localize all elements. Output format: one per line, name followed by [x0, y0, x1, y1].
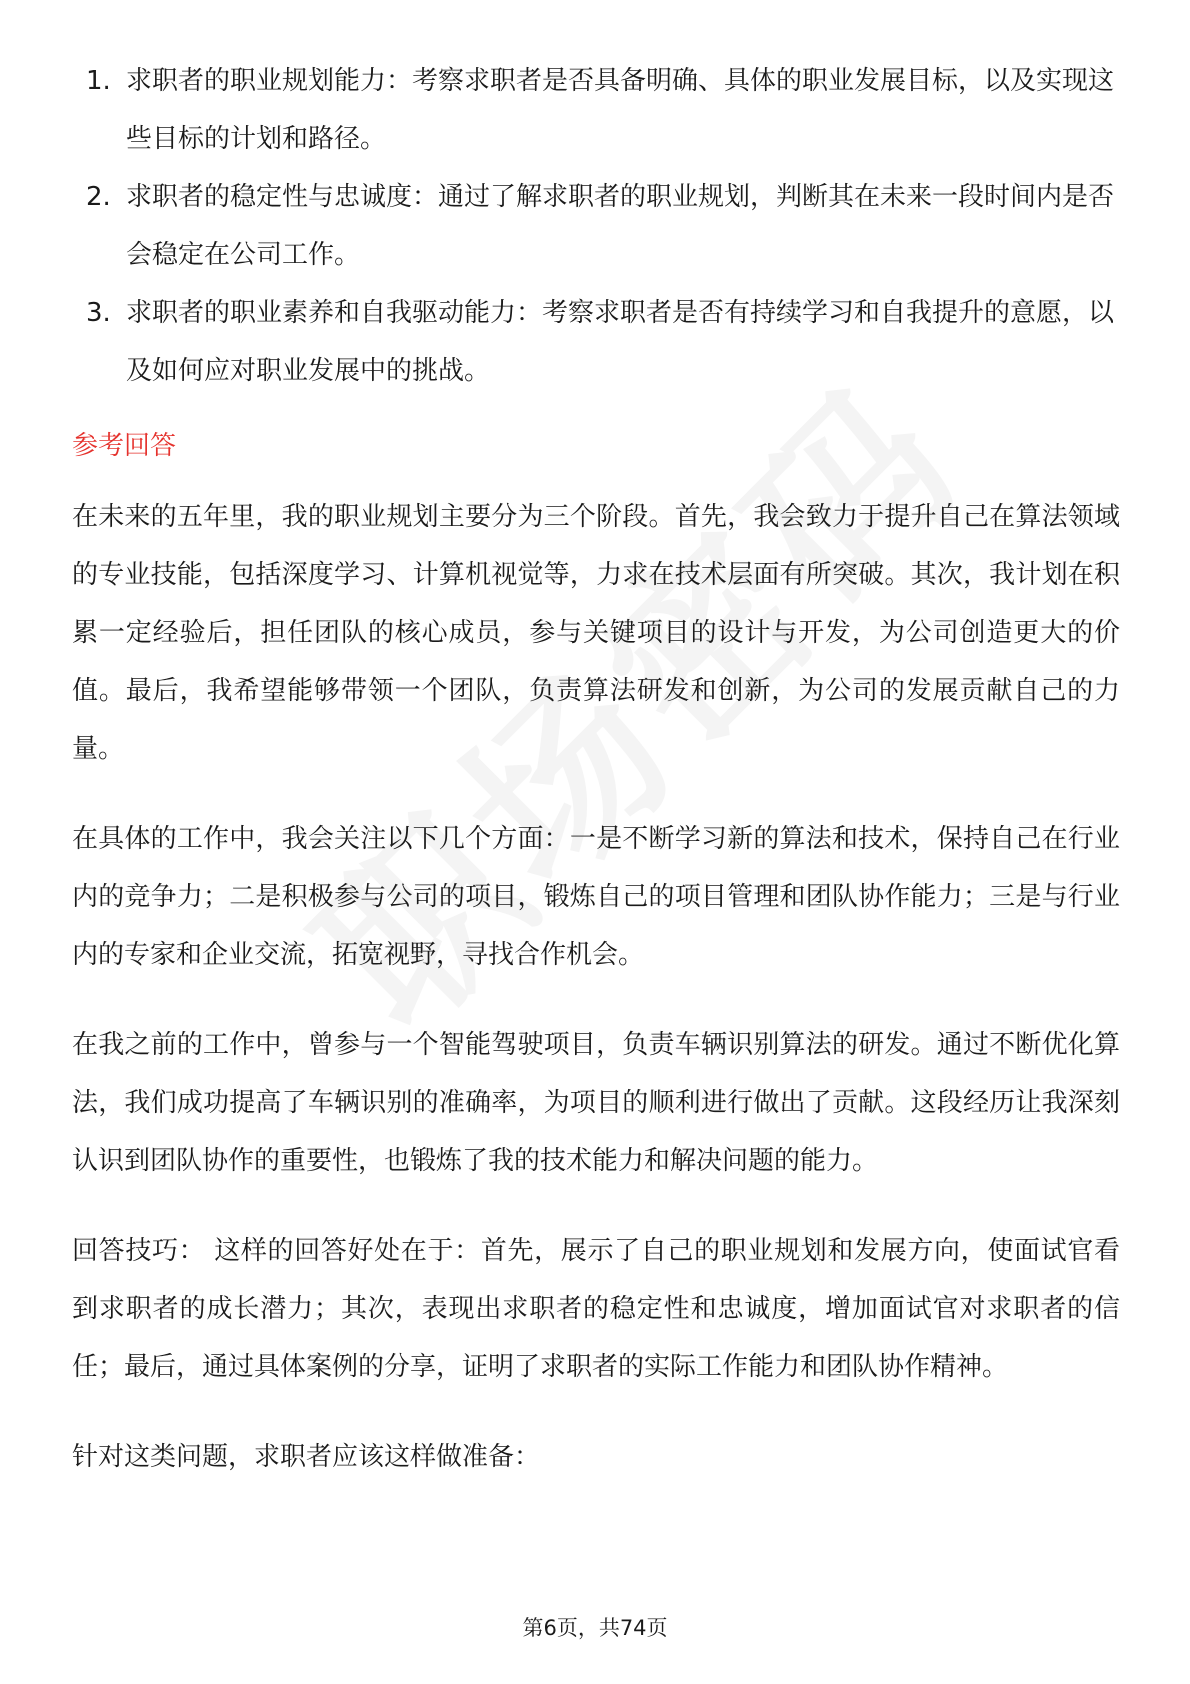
- paragraph: 在我之前的工作中，曾参与一个智能驾驶项目，负责车辆识别算法的研发。通过不断优化算法，我们成功提高了车辆识别的准确率，为项目的顺利进行做出了贡献。这段经历让我深刻认识到团队协作的重要性，也锻炼了我的技术能力和解决问题的能力。: [72, 1030, 1120, 1176]
- list-item-number: 2.: [86, 182, 111, 212]
- paragraph: 在未来的五年里，我的职业规划主要分为三个阶段。首先，我会致力于提升自己在算法领域的专业技能，包括深度学习、计算机视觉等，力求在技术层面有所突破。其次，我计划在积累一定经验后，担任团队的核心成员，参与关键项目的设计与开发，为公司创造更大的价值。最后，我希望能够带领一个团队，负责算法研发和创新，为公司的发展贡献自己的力量。: [72, 502, 1120, 764]
- list-item: [72, 52, 1120, 168]
- page-number: 第6页，共74页: [522, 1616, 668, 1640]
- list-item-text: 求职者的职业规划能力：考察求职者是否具备明确、具体的职业发展目标，以及实现这些目标的计划和路径。: [126, 66, 1115, 154]
- paragraph: 在具体的工作中，我会关注以下几个方面：一是不断学习新的算法和技术，保持自己在行业内的竞争力；二是积极参与公司的项目，锻炼自己的项目管理和团队协作能力；三是与行业内的专家和企业交流，拓宽视野，寻找合作机会。: [72, 824, 1120, 970]
- list-item-text: 求职者的职业素养和自我驱动能力：考察求职者是否有持续学习和自我提升的意愿，以及如何应对职业发展中的挑战。: [126, 298, 1115, 386]
- section-heading: 参考回答: [72, 431, 177, 461]
- list-item: [72, 284, 1120, 400]
- page-content: [72, 52, 1120, 1518]
- list-item: [72, 168, 1120, 284]
- criteria-list: [72, 52, 1120, 400]
- paragraph: 回答技巧： 这样的回答好处在于：首先，展示了自己的职业规划和发展方向，使面试官看到求职者的成长潜力；其次，表现出求职者的稳定性和忠诚度，增加面试官对求职者的信任；最后，通过具体案例的分享，证明了求职者的实际工作能力和团队协作精神。: [72, 1236, 1120, 1382]
- list-item-number: 1.: [86, 66, 111, 96]
- list-item-number: 3.: [86, 298, 111, 328]
- list-item-text: 求职者的稳定性与忠诚度：通过了解求职者的职业规划，判断其在未来一段时间内是否会稳定在公司工作。: [126, 182, 1115, 270]
- paragraph: 针对这类问题，求职者应该这样做准备：: [72, 1442, 541, 1472]
